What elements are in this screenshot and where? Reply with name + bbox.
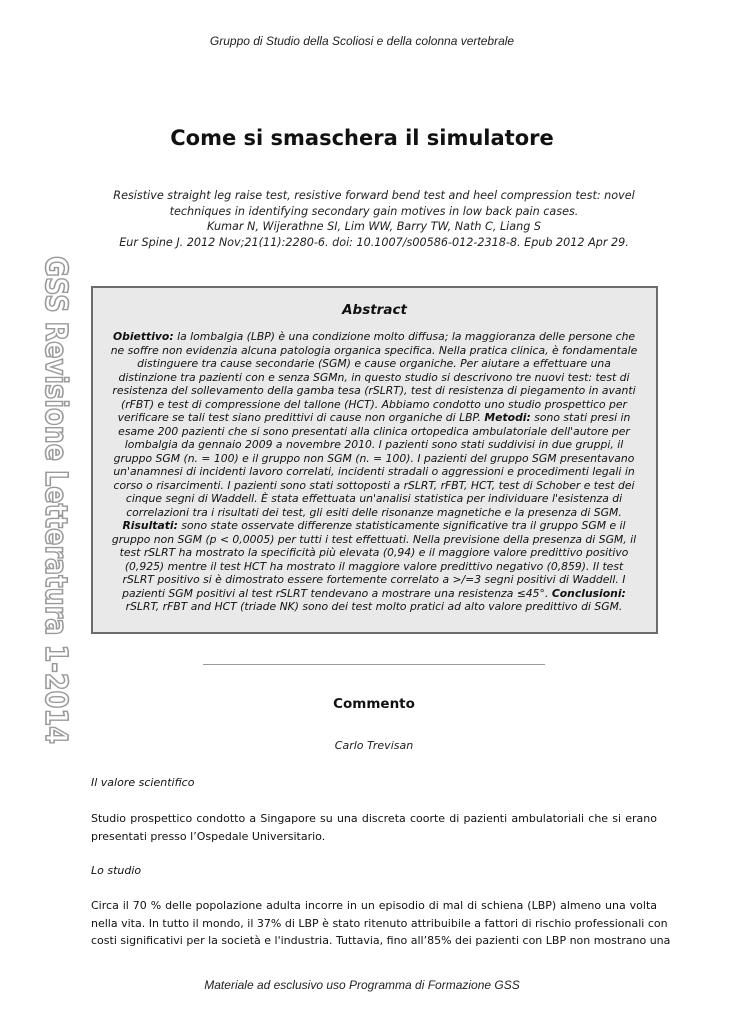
abstract-line-text: (0,925) mentre il test HCT ha mostrato il maggiore valore predittivo negativo (0,859). Il test	[124, 559, 624, 573]
abstract-line-text: gruppo SGM (n. = 100) e il gruppo non SGM (n. = 100). I pazienti del gruppo SGM presentavano	[113, 451, 635, 465]
paragraph-line: nella vita. In tutto il mondo, il 37% di LBP è stato ritenuto attribuibile a fattori di rischio professionali con	[91, 916, 668, 930]
comment-heading: Commento	[333, 696, 415, 712]
abstract-text	[108, 330, 640, 614]
abstract-section-label: Risultati:	[122, 519, 178, 532]
abstract-line	[108, 438, 640, 452]
paragraph-study	[91, 897, 671, 950]
abstract-line-text: la lombalgia (LBP) è una condizione molto diffusa; la maggioranza delle persone che	[173, 330, 636, 343]
abstract-line	[108, 384, 640, 398]
page-footer: Materiale ad esclusivo uso Programma di Formazione GSS	[204, 978, 520, 992]
abstract-line-text: rSLRT, rFBT and HCT (triade NK) sono dei test molto pratici ad alto valore predittivo di SGM.	[125, 600, 623, 613]
abstract-line-text: lombalgia da gennaio 2009 a novembre 2010. I pazienti sono stati suddivisi in due gruppi, il	[124, 438, 624, 451]
abstract-line-text: cinque segni di Waddell. È stata effettuata un'analisi statistica per individuare l'esistenza di	[125, 492, 623, 505]
abstract-line	[108, 587, 640, 601]
reference-authors: Kumar N, Wijerathne SI, Lim WW, Barry TW, Nath C, Liang S	[206, 220, 541, 233]
abstract-line	[108, 492, 640, 506]
abstract-line-text: correlazioni tra i risultati dei test, gli esiti delle risonanze magnetiche e la presenza di SGM.	[126, 505, 622, 519]
abstract-section-label: Obiettivo:	[112, 330, 174, 343]
abstract-line	[108, 371, 640, 385]
abstract-line-text: gruppo non SGM (p < 0,0005) per tutti i test effettuati. Nella previsione della presenza di SGM, il	[111, 532, 637, 546]
paragraph-line: costi significativi per la società e l'industria. Tuttavia, fino all’85% dei pazienti con LBP non mostrano una	[91, 934, 671, 947]
reference-citation: Eur Spine J. 2012 Nov;21(11):2280-6. doi: 10.1007/s00586-012-2318-8. Epub 2012 Apr 29.	[119, 235, 629, 249]
abstract-line-text: distinzione tra pazienti con e senza SGMn, in questo studio si descrivono tre nuovi test: test di	[118, 370, 630, 384]
abstract-line-text: rSLRT positivo si è dimostrato essere fortemente correlato a >/=3 segni positivi di Waddell. I	[122, 573, 626, 586]
abstract-line-text: test rSLRT ha mostrato la specificità più elevata (0,94) e il maggiore valore predittivo positivo	[119, 546, 629, 559]
abstract-line	[108, 398, 640, 412]
abstract-line	[108, 479, 640, 493]
abstract-line	[108, 546, 640, 560]
section-label-study: Lo studio	[91, 864, 142, 877]
watermark-text: GSS Revisione Letteratura 1-2014	[38, 256, 73, 829]
section-label-scientific-value: Il valore scientifico	[91, 776, 195, 789]
page-title: Come si smaschera il simulatore	[170, 126, 554, 150]
abstract-line	[108, 560, 640, 574]
abstract-line-text: (rFBT) e test di compressione del tallone (HCT). Abbiamo condotto uno studio prospettico per	[121, 397, 627, 411]
page-header: Gruppo di Studio della Scoliosi e della colonna vertebrale	[209, 34, 515, 48]
abstract-section-label: Conclusioni:	[551, 586, 626, 600]
paragraph-line: Studio prospettico condotto a Singapore su una discreta coorte di pazienti ambulatoriali che si erano	[91, 812, 657, 825]
reference-title-line: techniques in identifying secondary gain motives in low back pain cases.	[169, 204, 579, 218]
reference-block	[100, 188, 648, 250]
abstract-line	[108, 465, 640, 479]
paragraph-line: Circa il 70 % delle popolazione adulta incorre in un episodio di mal di schiena (LBP) almeno una volta	[91, 899, 657, 912]
paragraph-scientific-value	[91, 810, 657, 845]
abstract-line-text: ne soffre non evidenzia alcuna patologia organica specifica. Nella pratica clinica, è fondamentale	[110, 343, 638, 357]
abstract-line-text: corso o risarcimenti. I pazienti sono stati sottoposti a rSLRT, rFBT, HCT, test di Schober e test dei	[113, 478, 635, 492]
abstract-line	[108, 330, 640, 344]
abstract-line-text: sono state osservate differenze statisticamente significative tra il gruppo SGM e il	[177, 519, 626, 532]
abstract-line	[108, 344, 640, 358]
abstract-line-text: resistenza del sollevamento della gamba tesa (rSLRT), test di resistenza di piegamento in avanti	[112, 384, 636, 397]
section-divider	[203, 664, 545, 665]
abstract-line-text: esame 200 pazienti che si sono presentati alla clinica ortopedica ambulatoriale dell'autore per	[118, 424, 630, 438]
abstract-line	[108, 357, 640, 371]
abstract-line	[108, 533, 640, 547]
abstract-line	[108, 506, 640, 520]
reference-title-line: Resistive straight leg raise test, resistive forward bend test and heel compression test: novel	[113, 189, 635, 202]
paragraph-line: presentati presso l’Ospedale Universitario.	[91, 829, 326, 843]
abstract-heading: Abstract	[342, 302, 407, 318]
abstract-line	[108, 600, 640, 614]
abstract-line-text: sono stati presi in	[530, 411, 631, 424]
abstract-line-text: distinguere tra cause secondarie (SGM) e cause organiche. Per aiutare a effettuare una	[137, 357, 611, 370]
abstract-line	[108, 411, 640, 425]
comment-author: Carlo Trevisan	[334, 739, 414, 752]
abstract-line	[108, 452, 640, 466]
abstract-line	[108, 519, 640, 533]
abstract-line-text: verificare se tali test siano predittivi di cause non organiche di LBP.	[117, 411, 485, 424]
side-watermark	[18, 256, 73, 829]
abstract-line	[108, 425, 640, 439]
abstract-line	[108, 573, 640, 587]
abstract-line-text: pazienti SGM positivi al test rSLRT tendevano a mostrare una resistenza ≤45°.	[122, 586, 552, 600]
abstract-section-label: Metodi:	[484, 411, 531, 424]
abstract-line-text: un'anamnesi di incidenti lavoro correlati, incidenti stradali o aggressioni e procedimenti legali in	[113, 465, 635, 478]
